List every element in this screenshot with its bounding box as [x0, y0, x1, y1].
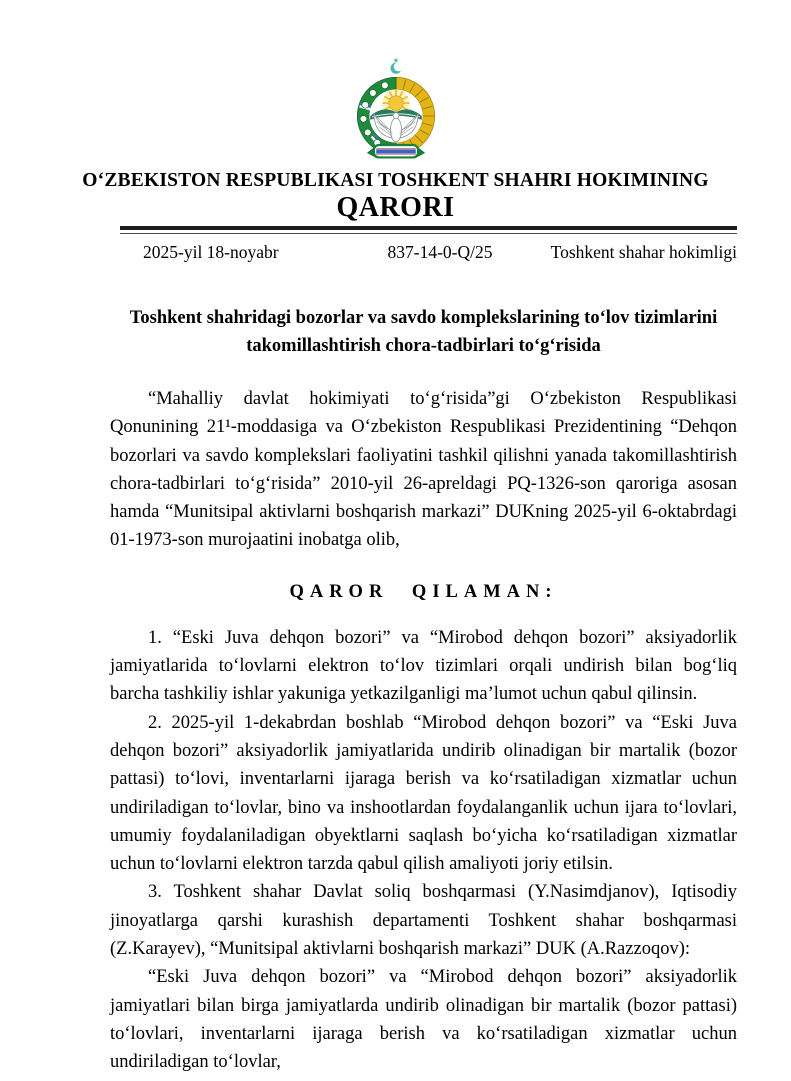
- emblem-graphic: [350, 57, 442, 164]
- document-meta-row: [120, 241, 737, 263]
- decree-item-1: 1. “Eski Juva dehqon bozori” va “Mirobod dehqon bozori” aksiyadorlik jamiyatlarida toʻlovlarni elektron toʻlov tizimlari orqali undirish bilan bogʻliq barcha tashkiliy ishlar yakuniga yetkazilganligi maʼlumot uchun qabul qilinsin.: [110, 627, 737, 705]
- decree-subject-title: [110, 304, 737, 360]
- subject-title-line-1: Toshkent shahridagi bozorlar va savdo komplekslarining toʻlov tizimlarini: [129, 308, 718, 328]
- document-body: [110, 304, 737, 1077]
- document-number: 837-14-0-Q/25: [387, 242, 493, 262]
- decree-item-3: 3. Toshkent shahar Davlat soliq boshqarmasi (Y.Nasimdjanov), Iqtisodiy jinoyatlarga qarshi kurashish departamenti Toshkent shahar boshqarmasi (Z.Karayev), “Munitsipal aktivlarni boshqarish markazi” DUK (A.Razzoqov):: [110, 882, 737, 960]
- document-date: 2025-yil 18-noyabr: [143, 242, 279, 262]
- divider-thick-line: [120, 226, 737, 230]
- issuing-authority-title: OʻZBEKISTON RESPUBLIKASI TOSHKENT SHAHRI HOKIMINING: [82, 170, 709, 191]
- uzbekistan-state-emblem-icon: [350, 57, 442, 164]
- decree-item-3-continuation: “Eski Juva dehqon bozori” va “Mirobod dehqon bozori” aksiyadorlik jamiyatlari bilan birga jamiyatlarda undirib olinadigan bir martalik (bozor pattasi) toʻlovlari, inventarlarni ijaraga berish va koʻrsatiladigan xizmatlar uchun undiriladigan toʻlovlar,: [110, 967, 737, 1073]
- document-type-title: QARORI: [336, 192, 455, 223]
- decree-document-page: [0, 57, 791, 1081]
- issuer-name: Toshkent shahar hokimligi: [550, 242, 737, 262]
- header-divider: [120, 226, 737, 234]
- resolution-heading: QAROR QILAMAN:: [289, 581, 558, 602]
- divider-thin-line: [120, 233, 737, 234]
- preamble-paragraph: “Mahalliy davlat hokimiyati toʻgʻrisida”gi Oʻzbekiston Respublikasi Qonunining 21¹-moddasiga va Oʻzbekiston Respublikasi Prezidentining “Dehqon bozorlari va savdo komplekslari faoliyatini tashkil qilishni yanada takomillashtirish chora-tadbirlari toʻgʻrisida” 2010-yil 26-apreldagi PQ-1326-son qaroriga asosan hamda “Munitsipal aktivlarni boshqarish markazi” DUKning 2025-yil 6-oktabrdagi 01-1973-son murojaatini inobatga olib,: [110, 389, 737, 551]
- decree-item-2: 2. 2025-yil 1-dekabrdan boshlab “Mirobod dehqon bozori” va “Eski Juva dehqon bozori” aksiyadorlik jamiyatlarida undirib olinadigan bir martalik (bozor pattasi) toʻlovi, inventarlarni ijaraga berish va koʻrsatiladigan xizmatlar uchun undiriladigan toʻlovlar, bino va inshootlardan foydalanganlik uchun ijara toʻlovlari, umumiy foydalaniladigan obyektlarni saqlash boʻyicha koʻrsatiladigan xizmatlar uchun toʻlovlarni elektron tarzda qabul qilish amaliyoti joriy etilsin.: [110, 712, 737, 875]
- subject-title-line-2: takomillashtirish chora-tadbirlari toʻgʻrisida: [246, 336, 601, 356]
